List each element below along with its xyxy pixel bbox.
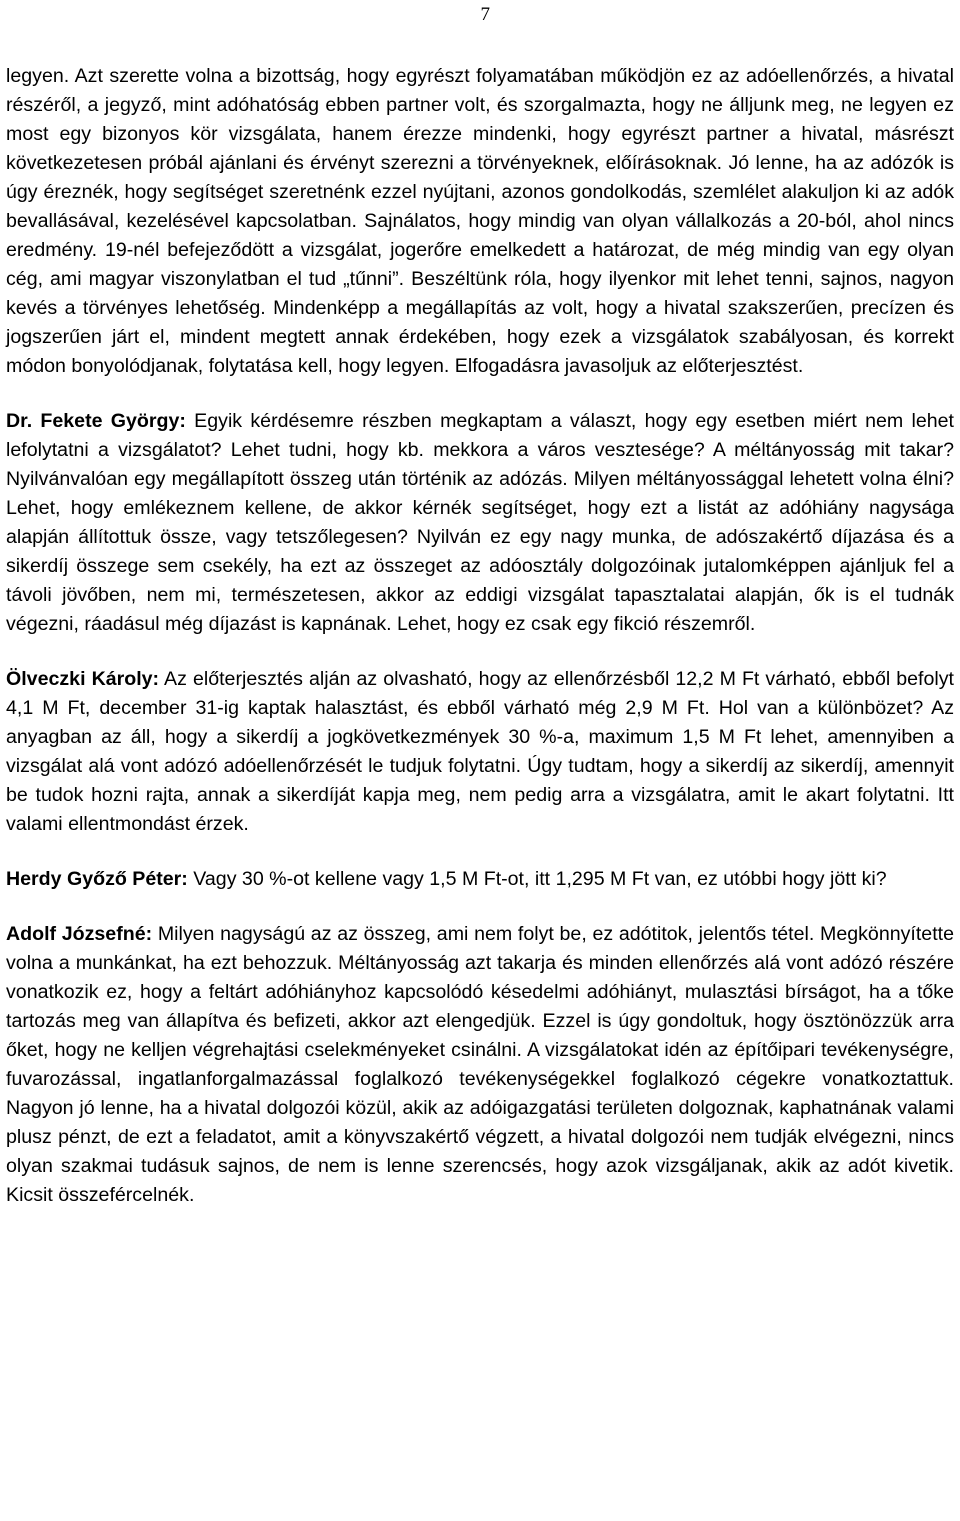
speaker-name: Ölveczki Károly: <box>6 668 160 690</box>
paragraph-continuation <box>6 62 954 381</box>
paragraph-text: Vagy 30 %-ot kellene vagy 1,5 M Ft-ot, itt 1,295 M Ft van, ez utóbbi hogy jött ki? <box>187 868 887 890</box>
paragraph-text: Milyen nagyságú az az összeg, ami nem folyt be, ez adótitok, jelentős tétel. Megkönnyítette volna a munkánkat, ha ezt behozzuk. Méltányosság azt takarja és minden ellenőrzés alá vont adózó részére vonatkozik ez, hogy a feltárt adóhiányhoz kapcsolódó késedelmi adóhiányt, mulasztási bírságot, ha a tőke tartozás meg van állapítva és befizeti, akkor azt elengedjük. Ezzel is úgy gondoltuk, hogy ösztönözzük arra őket, hogy ne kelljen végrehajtási cselekményeket csinálni. A vizsgálatokat idén az építőipari tevékenységre, fuvarozással, ingatlanforgalmazással foglalkozó tevékenységekkel foglalkozó cégekre vonatkoztattuk. Nagyon jó lenne, ha a hivatal dolgozói közül, akik az adóigazgatási területen dolgoznak, kaphatnának valami plusz pénzt, de ezt a feladatot, amit a könyvszakértő végzett, a hivatal dolgozói nem tudják elvégezni, nincs olyan szakmai tudásuk sajnos, de nem is lenne szerencsés, hogy azok vizsgáljanak, akik az adót kivetik. Kicsit összefércelnék. <box>6 923 954 1206</box>
paragraph-fekete <box>6 407 954 639</box>
page-number: 7 <box>480 4 490 25</box>
paragraph-text: Az előterjesztés alján az olvasható, hogy az ellenőrzésből 12,2 M Ft várható, ebből befolyt 4,1 M Ft, december 31-ig kaptak halasztást, és ebből várható még 2,9 M Ft. Hol van a különbözet? Az anyagban az áll, hogy a sikerdíj a jogkövetkezmények 30 %-a, maximum 1,5 M Ft lehet, amennyiben a vizsgálat alá vont adózó adóellenőrzését le tudjuk folytatni. Úgy tudtam, hogy a sikerdíj az sikerdíj, amennyit be tudok hozni rajta, annak a sikerdíját kapja meg, nem pedig arra a vizsgálatra, amit le akart folytatni. Itt valami ellentmondást érzek. <box>6 668 954 835</box>
speaker-name: Herdy Győző Péter: <box>6 868 188 890</box>
paragraph-text: Egyik kérdésemre részben megkaptam a választ, hogy egy esetben miért nem lehet lefolytatni a vizsgálatot? Lehet tudni, hogy kb. mekkora a város vesztesége? A méltányosság mit takar? Nyilvánvalóan egy megállapított összeg után történik az adózás. Milyen méltányossággal lehetett volna élni? Lehet, hogy emlékeznem kellene, de akkor kérnék segítséget, hogy ezt a listát az adóhiány nagysága alapján állítottuk össze, vagy tetszőlegesen? Nyilván ez egy nagy munka, de adószakértő díjazása és a sikerdíj összege sem csekély, ha ezt az összeget az adóosztály dolgozóinak jutalomképpen ajánljuk fel a távoli jövőben, nem mi, természetesen, akkor az eddigi vizsgálat tapasztalatai alapján, ők is el tudnák végezni, ráadásul még díjazást is kapnának. Lehet, hogy ez csak egy fikció részemről. <box>6 410 954 635</box>
paragraph-adolf <box>6 920 954 1210</box>
speaker-name: Adolf Józsefné: <box>6 923 153 945</box>
paragraph-olveczki <box>6 665 954 839</box>
document-body <box>6 62 954 1236</box>
paragraph-herdy <box>6 865 954 894</box>
speaker-name: Dr. Fekete György: <box>6 410 186 432</box>
paragraph-text: legyen. Azt szerette volna a bizottság, hogy egyrészt folyamatában működjön ez az adóellenőrzés, a hivatal részéről, a jegyző, mint adóhatóság ebben partner volt, és szorgalmazta, hogy ne álljunk meg, ne legyen ez most egy bizonyos kör vizsgálata, hanem érezze mindenki, hogy egyrészt partner a hivatal, másrészt következetesen próbál ajánlani és érvényt szerezni a törvényeknek, előírásoknak. Jó lenne, ha az adózók is úgy éreznék, hogy segítséget szeretnénk ezzel nyújtani, azonos gondolkodás, szemlélet alakuljon ki az adók bevallásával, kezelésével kapcsolatban. Sajnálatos, hogy mindig van olyan vállalkozás a 20-ból, ahol nincs eredmény. 19-nél befejeződött a vizsgálat, jogerőre emelkedett a határozat, de még mindig van egy olyan cég, ami magyar viszonylatban el tud „tűnni”. Beszéltünk róla, hogy ilyenkor mit lehet tenni, sajnos, nagyon kevés a törvényes lehetőség. Mindenképp a megállapítás az volt, hogy a hivatal szakszerűen, precízen és jogszerűen járt el, mindent megtett annak érdekében, hogy ezek a vizsgálatok szabályosan, és korrekt módon bonyolódjanak, folytatása kell, hogy legyen. Elfogadásra javasoljuk az előterjesztést. <box>6 65 954 377</box>
